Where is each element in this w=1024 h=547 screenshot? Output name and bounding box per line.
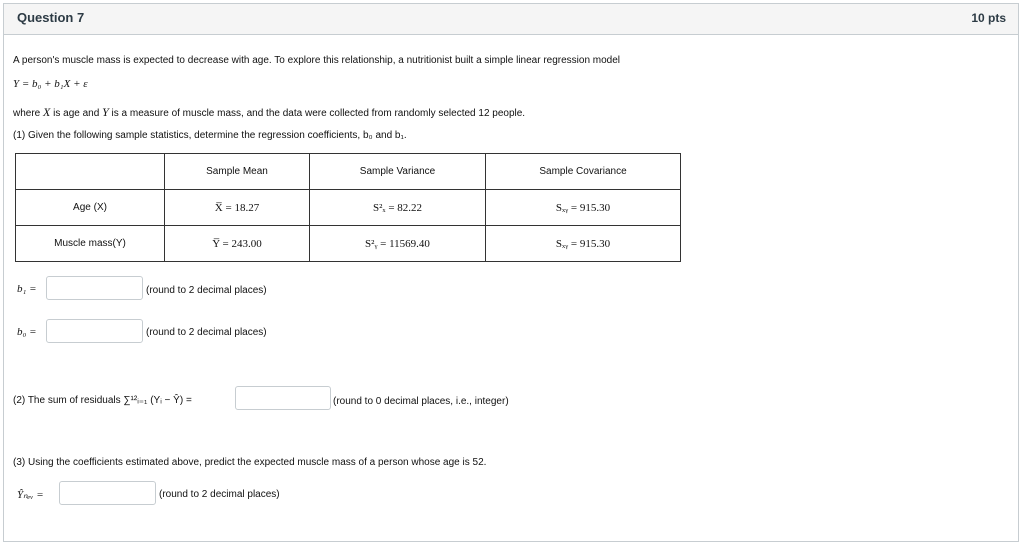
row-label: Muscle mass(Y) <box>16 226 165 262</box>
b1-input[interactable] <box>46 276 143 300</box>
statistics-table <box>15 153 681 262</box>
part1-prompt: (1) Given the following sample statistics, determine the regression coefficients, b₀ and b₁. <box>13 130 407 141</box>
sample-covariance-cell: Sₓᵧ = 915.30 <box>486 190 681 226</box>
table-row <box>16 190 681 226</box>
b1-hint: (round to 2 decimal places) <box>146 285 267 296</box>
sum-residuals-input[interactable] <box>235 386 331 410</box>
ynew-hint: (round to 2 decimal places) <box>159 489 280 500</box>
ynew-label: Ŷₙₑᵥ = <box>17 489 44 501</box>
sample-covariance-cell: Sₓᵧ = 915.30 <box>486 226 681 262</box>
table-header-cell: Sample Variance <box>310 154 486 190</box>
intro-text: A person's muscle mass is expected to decrease with age. To explore this relationship, a nutritionist built a simple linear regression model <box>13 55 621 66</box>
b0-input[interactable] <box>46 319 143 343</box>
sample-variance-cell: S²ₓ = 82.22 <box>310 190 486 226</box>
part3-prompt: (3) Using the coefficients estimated above, predict the expected muscle mass of a person whose age is 52. <box>13 457 487 468</box>
question-title: Question 7 <box>17 10 85 25</box>
model-equation: Y = b₀ + b₁X + ε <box>13 78 88 90</box>
table-header-cell: Sample Covariance <box>486 154 681 190</box>
table-header-row <box>16 154 681 190</box>
ynew-input[interactable] <box>59 481 156 505</box>
table-row <box>16 226 681 262</box>
b1-label: b₁ = <box>17 283 37 295</box>
table-header-cell <box>16 154 165 190</box>
sample-variance-cell: S²ᵧ = 11569.40 <box>310 226 486 262</box>
sample-mean-cell: Y̅ = 243.00 <box>165 226 310 262</box>
sample-mean-cell: X̅ = 18.27 <box>165 190 310 226</box>
part2-prompt: (2) The sum of residuals ∑¹²ᵢ₌₁ (Yᵢ − Ŷ) = <box>13 395 192 406</box>
question-points: 10 pts <box>971 11 1006 25</box>
table-header-cell: Sample Mean <box>165 154 310 190</box>
b0-label: b₀ = <box>17 326 37 338</box>
row-label: Age (X) <box>16 190 165 226</box>
question-header <box>4 4 1018 35</box>
part2-hint: (round to 0 decimal places, i.e., integer) <box>333 396 509 407</box>
where-text: where X is age and Y is a measure of muscle mass, and the data were collected from randomly selected 12 people. <box>13 105 526 119</box>
b0-hint: (round to 2 decimal places) <box>146 327 267 338</box>
